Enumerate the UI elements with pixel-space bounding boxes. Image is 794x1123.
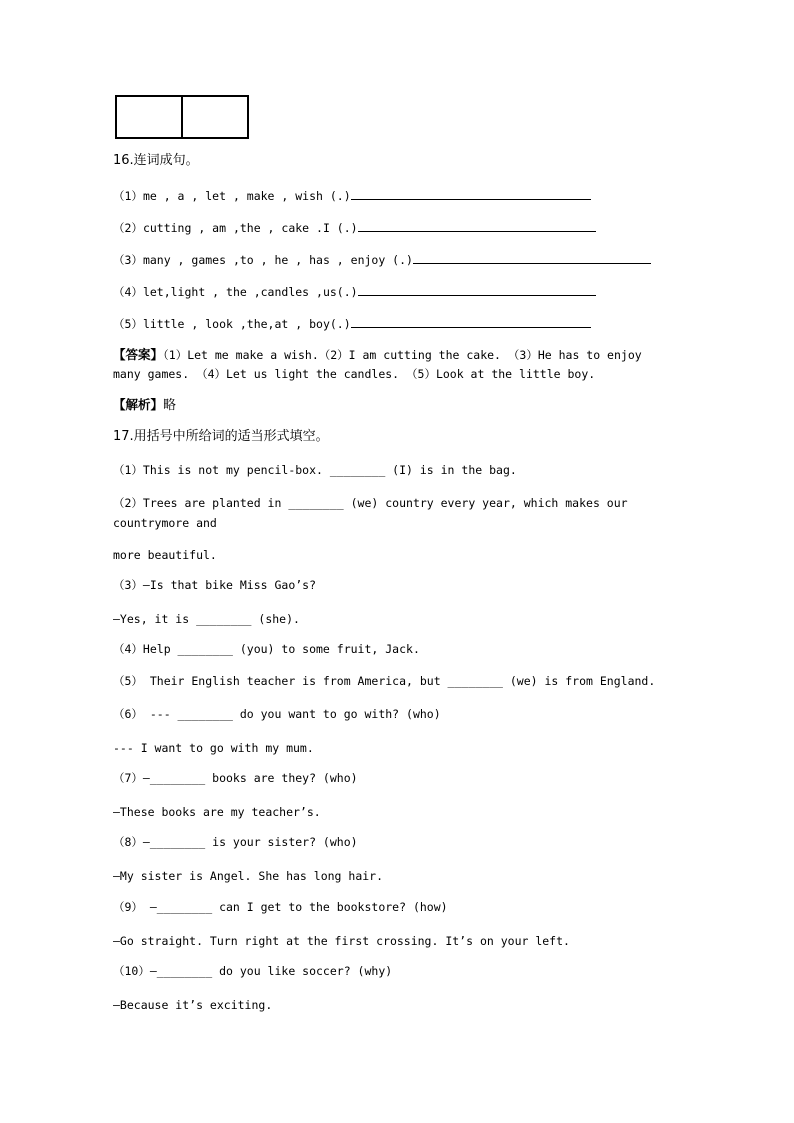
q16-item-5-num: （5） bbox=[113, 317, 143, 331]
answer-blank[interactable] bbox=[351, 187, 591, 200]
grid-cell-1 bbox=[115, 95, 183, 139]
q16-item-1 bbox=[113, 187, 591, 204]
q16-item-4-words: let,light , the ,candles ,us(.) bbox=[142, 285, 358, 299]
q16-item-2-num: （2） bbox=[113, 221, 143, 235]
q17-line-18: —Because it’s exciting. bbox=[113, 998, 273, 1012]
q17-line-14: —My sister is Angel. She has long hair. bbox=[113, 869, 384, 883]
analysis-label: 【解析】 bbox=[113, 397, 164, 412]
q16-title: 16.连词成句。 bbox=[113, 153, 199, 168]
answer-blank[interactable] bbox=[358, 219, 596, 232]
q16-item-2 bbox=[113, 219, 596, 236]
q16-answer bbox=[113, 347, 642, 363]
grid-cell-2 bbox=[183, 95, 249, 139]
q17-line-6: —Yes, it is ________ (she). bbox=[113, 612, 300, 626]
q16-item-3-num: （3） bbox=[113, 253, 143, 267]
q17-line-4: more beautiful. bbox=[113, 548, 217, 562]
analysis-text: 略 bbox=[163, 398, 177, 413]
q17-title: 17.用括号中所给词的适当形式填空。 bbox=[113, 429, 329, 444]
q17-line-10: --- I want to go with my mum. bbox=[113, 741, 314, 755]
answer-blank[interactable] bbox=[358, 283, 596, 296]
q16-answer-line-2: many games. （4）Let us light the candles. （5）Look at the little boy. bbox=[113, 367, 596, 381]
q16-item-1-text: （1） bbox=[113, 189, 143, 203]
q16-item-1-words: me , a , let , make , wish (.) bbox=[142, 189, 351, 203]
q16-item-3-words: many , games ,to , he , has , enjoy (.) bbox=[142, 253, 413, 267]
q16-item-5 bbox=[113, 315, 591, 332]
answer-grid bbox=[115, 95, 249, 139]
q16-item-3 bbox=[113, 251, 651, 268]
q17-line-2: （2）Trees are planted in ________ (we) country every year, which makes our bbox=[113, 496, 628, 510]
answer-blank[interactable] bbox=[413, 251, 651, 264]
q17-line-3: countrymore and bbox=[113, 516, 217, 530]
q16-item-5-words: little , look ,the,at , boy(.) bbox=[142, 317, 351, 331]
q17-line-16: —Go straight. Turn right at the first crossing. It’s on your left. bbox=[113, 934, 570, 948]
q17-line-5: （3）—Is that bike Miss Gao’s? bbox=[113, 578, 317, 592]
q17-line-11: （7）—________ books are they? (who) bbox=[113, 771, 358, 785]
q16-item-4 bbox=[113, 283, 596, 300]
q17-line-7: （4）Help ________ (you) to some fruit, Jack. bbox=[113, 642, 420, 656]
q17-line-12: —These books are my teacher’s. bbox=[113, 805, 321, 819]
q17-line-15: （9） —________ can I get to the bookstore? (how) bbox=[113, 900, 448, 914]
answer-label: 【答案】 bbox=[113, 347, 164, 362]
q16-item-4-num: （4） bbox=[113, 285, 143, 299]
q17-line-1: （1）This is not my pencil-box. ________ (I) is in the bag. bbox=[113, 463, 517, 477]
q16-analysis bbox=[113, 397, 176, 414]
q17-line-8: （5） Their English teacher is from America, but ________ (we) is from England. bbox=[113, 674, 656, 688]
answer-blank[interactable] bbox=[351, 315, 591, 328]
q17-line-9: （6） --- ________ do you want to go with? (who) bbox=[113, 707, 441, 721]
q17-line-17: （10）—________ do you like soccer? (why) bbox=[113, 964, 393, 978]
answer-line-1: （1）Let me make a wish.（2）I am cutting the cake. （3）He has to enjoy bbox=[163, 348, 642, 362]
q16-item-2-words: cutting , am ,the , cake .I (.) bbox=[142, 221, 358, 235]
q17-line-13: （8）—________ is your sister? (who) bbox=[113, 835, 358, 849]
